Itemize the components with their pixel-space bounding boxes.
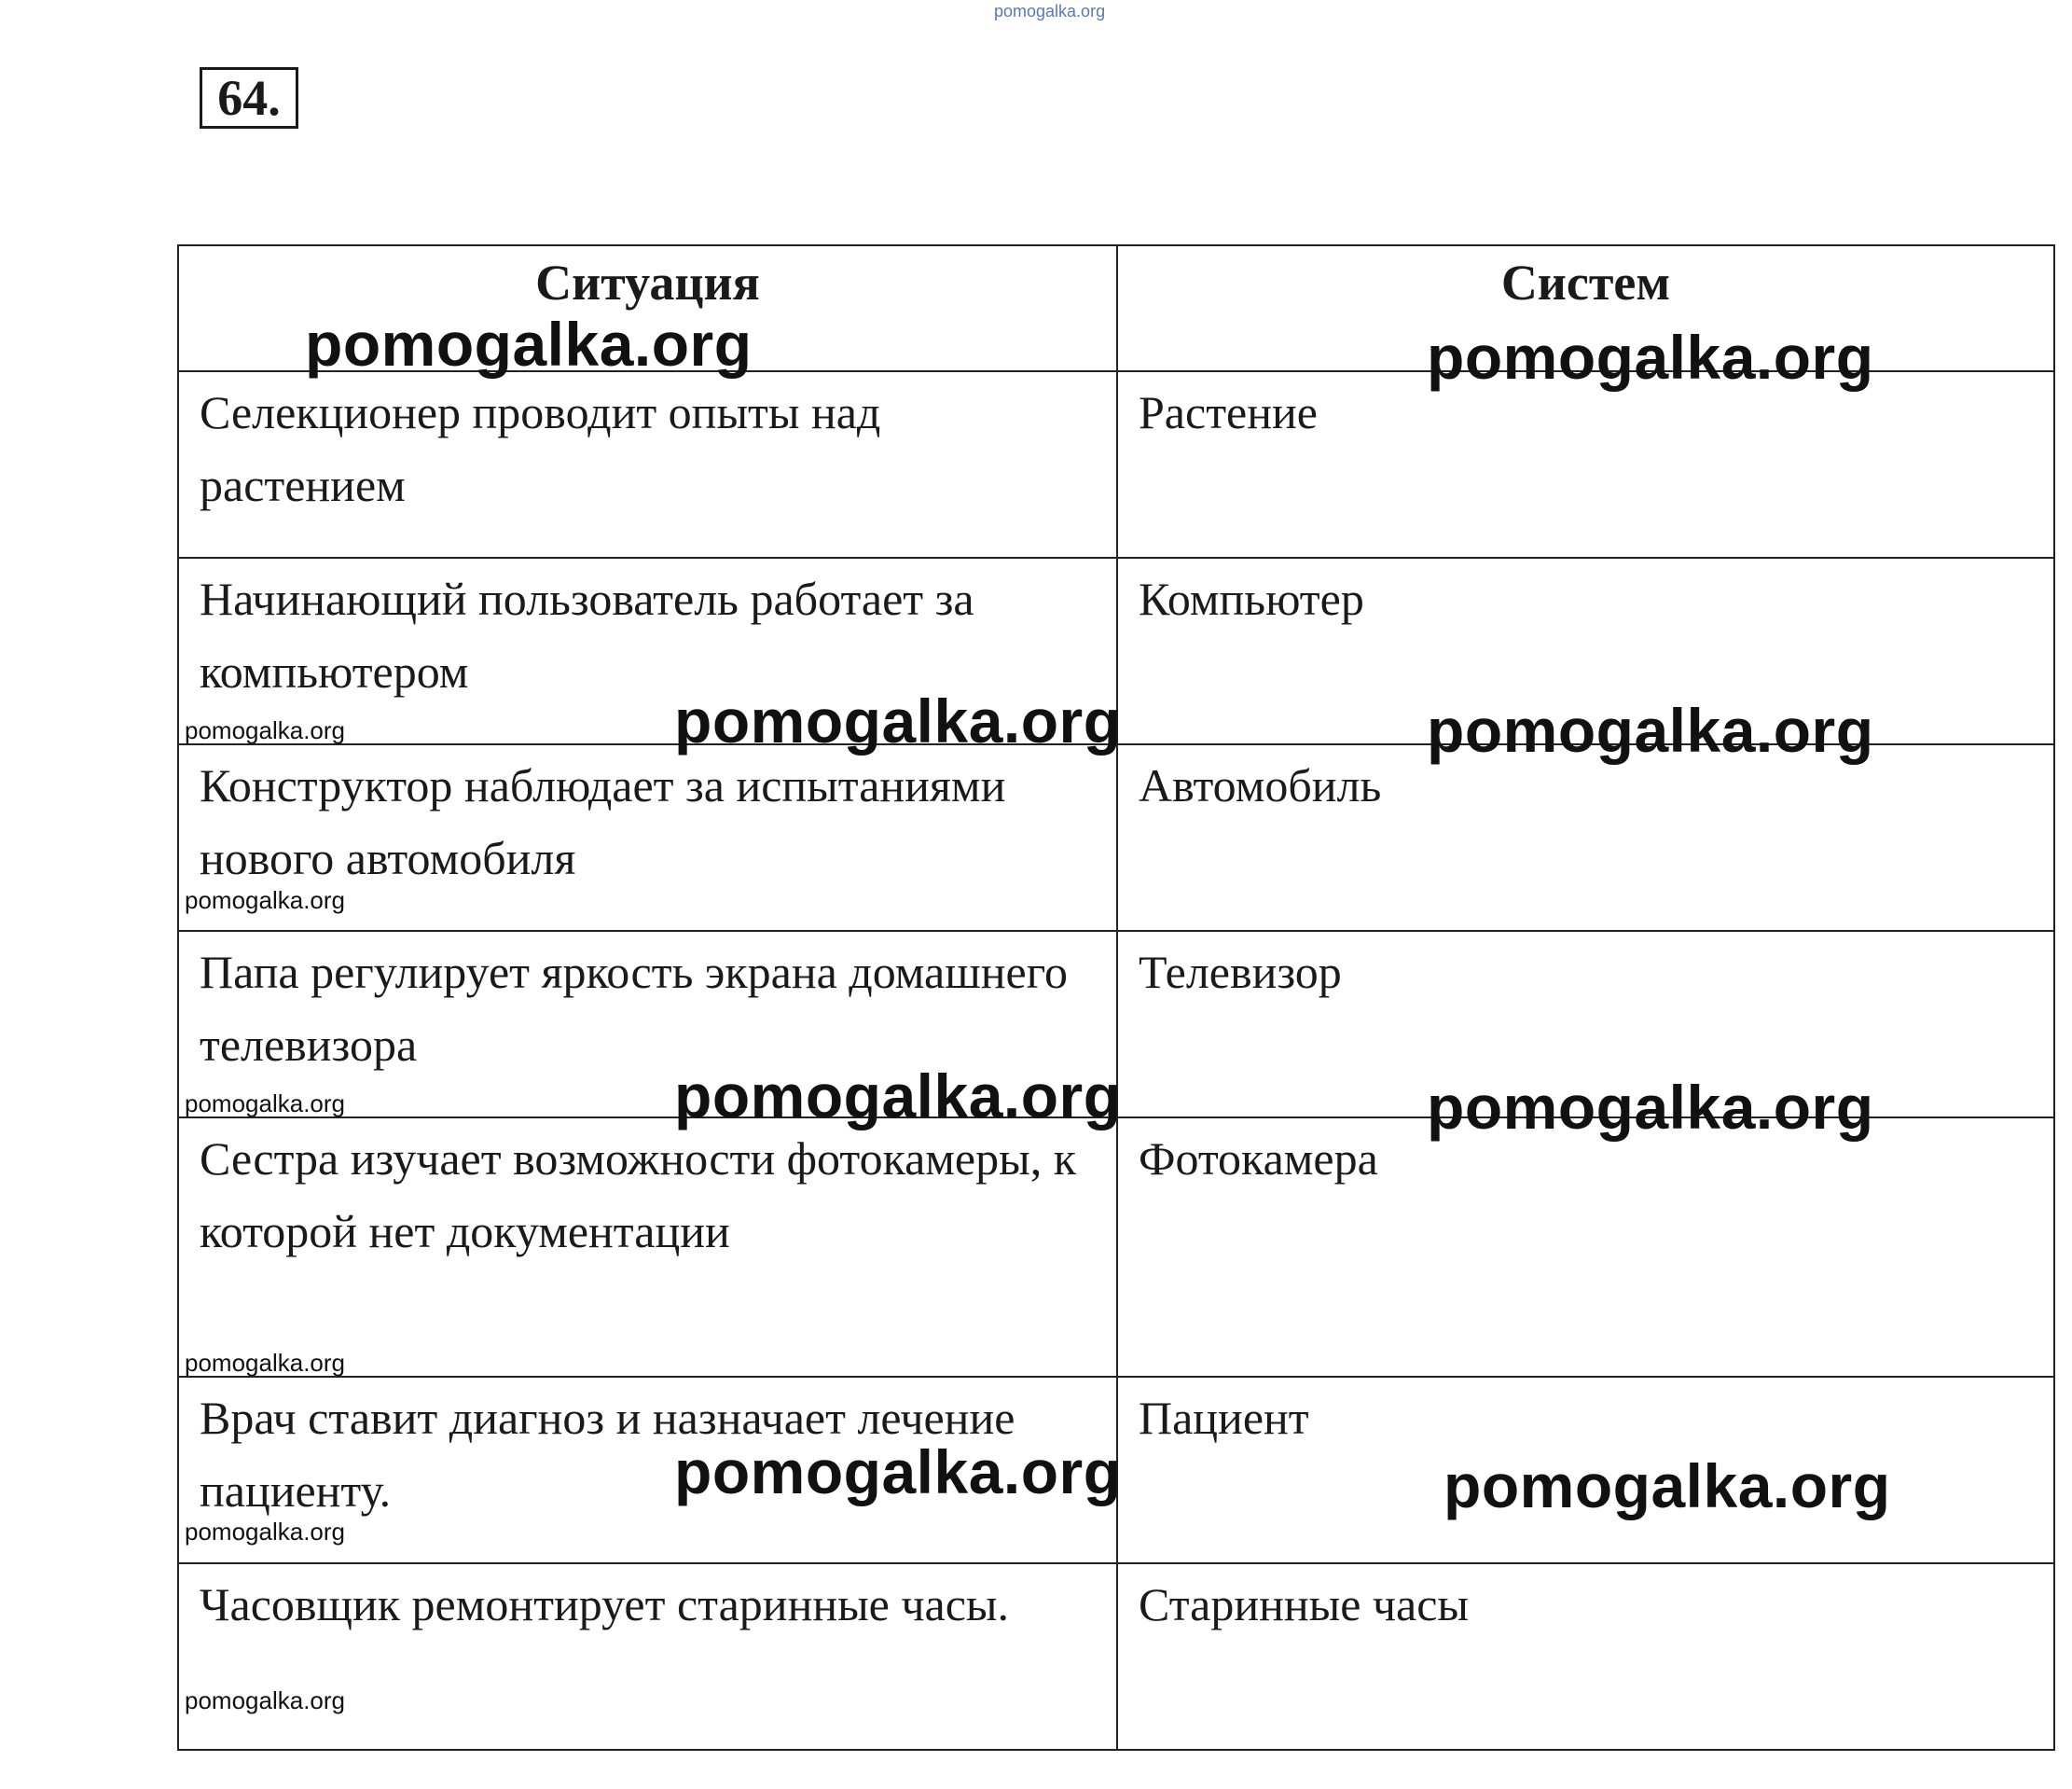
- situation-cell: Конструктор наблюдает за испытаниями нового автомобиля: [178, 744, 1117, 931]
- watermark: pomogalka.org: [1427, 1073, 1874, 1142]
- site-mark: pomogalka.org: [994, 2, 1106, 21]
- situation-cell: Сестра изучает возможности фотокамеры, к которой нет документации: [178, 1117, 1117, 1377]
- watermark-small: pomogalka.org: [185, 1686, 345, 1714]
- watermark-small: pomogalka.org: [185, 1089, 345, 1117]
- system-cell: Пациент: [1117, 1377, 2054, 1563]
- system-cell: Растение: [1117, 371, 2054, 558]
- situation-system-table: [177, 244, 2055, 1751]
- watermark-small: pomogalka.org: [185, 886, 345, 914]
- table-row: [178, 1117, 2054, 1377]
- header-situation: Ситуация: [178, 245, 1117, 371]
- watermark: pomogalka.org: [674, 1437, 1122, 1506]
- watermark: pomogalka.org: [674, 1061, 1122, 1130]
- system-cell: Старинные часы: [1117, 1563, 2054, 1750]
- situation-cell: Врач ставит диагноз и назначает лечение пациенту.: [178, 1377, 1117, 1563]
- table-row: [178, 1563, 2054, 1750]
- situation-cell: Селекционер проводит опыты над растением: [178, 371, 1117, 558]
- table-row: [178, 744, 2054, 931]
- watermark: pomogalka.org: [674, 686, 1122, 756]
- situation-cell: Папа регулирует яркость экрана домашнего телевизора: [178, 931, 1117, 1117]
- situation-cell: Начинающий пользователь работает за компьютером: [178, 558, 1117, 744]
- watermark: pomogalka.org: [1427, 696, 1874, 765]
- system-cell: Компьютер: [1117, 558, 2054, 744]
- watermark-small: pomogalka.org: [185, 1518, 345, 1546]
- watermark: pomogalka.org: [1443, 1451, 1891, 1520]
- system-cell: Автомобиль: [1117, 744, 2054, 931]
- watermark-small: pomogalka.org: [185, 716, 345, 744]
- task-number: 64.: [200, 67, 298, 129]
- system-cell: Телевизор: [1117, 931, 2054, 1117]
- situation-cell: Часовщик ремонтирует старинные часы.: [178, 1563, 1117, 1750]
- watermark: pomogalka.org: [1427, 323, 1874, 392]
- system-cell: Фотокамера: [1117, 1117, 2054, 1377]
- watermark: pomogalka.org: [305, 310, 753, 379]
- header-system: Систем: [1117, 245, 2054, 371]
- watermark-small: pomogalka.org: [185, 1349, 345, 1377]
- table-row: [178, 371, 2054, 558]
